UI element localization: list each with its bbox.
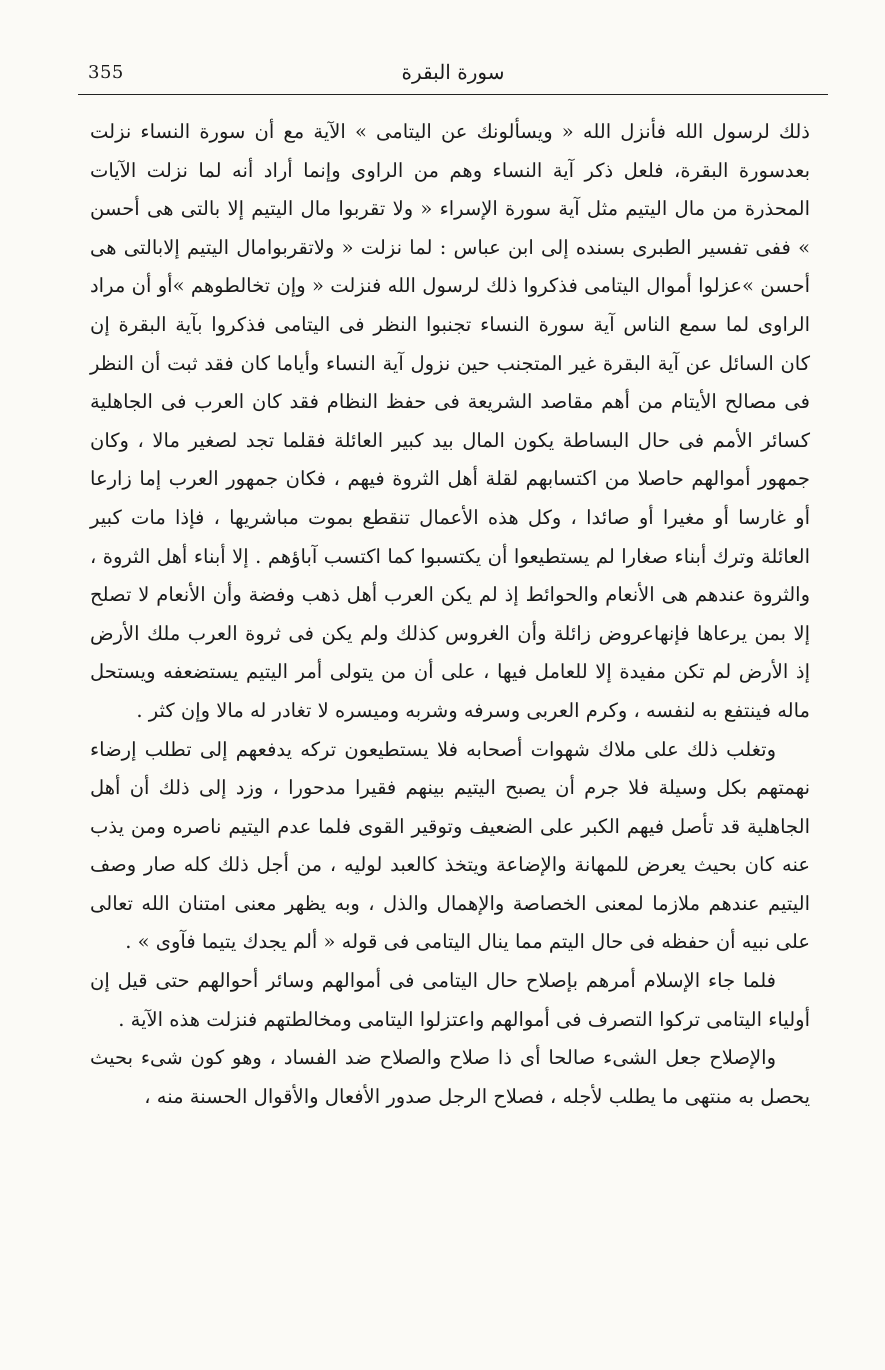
- page-number: 355: [88, 62, 124, 83]
- paragraph-2: وتغلب ذلك على ملاك شهوات أصحابه فلا يستطيعون تركه يدفعهم إلى تطلب إرضاء نهمتهم بكل وسيلة فلا جرم أن يصبح اليتيم بينهم فقيرا مدحورا ، وزد إلى ذلك أن أهل الجاهلية قد تأصل فيهم الكبر على الضعيف وتوقير القوى فلما عدم اليتيم ناصره ومن يذب عنه كان بحيث يعرض للمهانة والإضاعة ويتخذ كالعبد لوليه ، من أجل ذلك كله صار وصف اليتيم عندهم ملازما لمعنى الخصاصة والإهمال والذل ، وبه يظهر معنى امتنان الله تعالى على نبيه أن حفظه فى حال اليتم مما ينال اليتامى فى قوله « ألم يجدك يتيما فآوى » .: [90, 737, 810, 954]
- page-header: [78, 54, 828, 95]
- body-text: [90, 113, 810, 1116]
- paragraph-3: فلما جاء الإسلام أمرهم بإصلاح حال اليتامى فى أموالهم وسائر أحوالهم حتى قيل إن أولياء اليتامى تركوا التصرف فى أموالهم واعتزلوا اليتامى ومخالطتهم فنزلت هذه الآية .: [90, 969, 810, 1031]
- paragraph-4: والإصلاح جعل الشىء صالحا أى ذا صلاح والصلاح ضد الفساد ، وهو كون شىء بحيث يحصل به منتهى ما يطلب لأجله ، فصلاح الرجل صدور الأفعال والأقوال الحسنة منه ،: [90, 1046, 810, 1108]
- paragraph-1: ذلك لرسول الله فأنزل الله « ويسألونك عن اليتامى » الآية مع أن سورة النساء نزلت بعدسورة البقرة، فلعل ذكر آية النساء وهم من الراوى وإنما أراد أنه لما نزلت الآيات المحذرة من مال اليتيم مثل آية سورة الإسراء « ولا تقربوا مال اليتيم إلا بالتى هى أحسن » ففى تفسير الطبرى بسنده إلى ابن عباس : لما نزلت « ولاتقربوامال اليتيم إلابالتى هى أحسن »عزلوا أموال اليتامى فذكروا ذلك لرسول الله فنزلت « وإن تخالطوهم »أو أن مراد الراوى لما سمع الناس آية سورة النساء تجنبوا النظر فى اليتامى فذكروا بآية البقرة إن كان السائل عن آية البقرة غير المتجنب حين نزول آية النساء وأياما كان فقد ثبت أن النظر فى مصالح الأيتام من أهم مقاصد الشريعة فى حفظ النظام فقد كان العرب فى الجاهلية كسائر الأمم فى حال البساطة يكون المال بيد كبير العائلة فقلما تجد لصغير مالا ، وكان جمهور أموالهم حاصلا من اكتسابهم لقلة أهل الثروة فيهم ، فكان جمهور العرب إما زارعا أو غارسا أو مغيرا أو صائدا ، وكل هذه الأعمال تنقطع بموت مباشريها ، فإذا مات كبير العائلة وترك أبناء صغارا لم يستطيعوا أن يكتسبوا كما اكتسب آباؤهم . إلا أبناء أهل الثروة ، والثروة عندهم هى الأنعام والحوائط إذ لم يكن العرب أهل ذهب وفضة وأن الأنعام لا تصلح إلا بمن يرعاها فإنهاعروض زائلة وأن الغروس كذلك ولم يكن فى ثروة العرب ملك الأرض إذ الأرض لم تكن مفيدة إلا للعامل فيها ، على أن من يتولى أمر اليتيم يستضعفه ويستحل ماله فينتفع به لنفسه ، وكرم العربى وسرفه وشربه وميسره لا تغادر له مالا وإن كثر .: [90, 120, 810, 722]
- running-title: سورة البقرة: [401, 60, 505, 84]
